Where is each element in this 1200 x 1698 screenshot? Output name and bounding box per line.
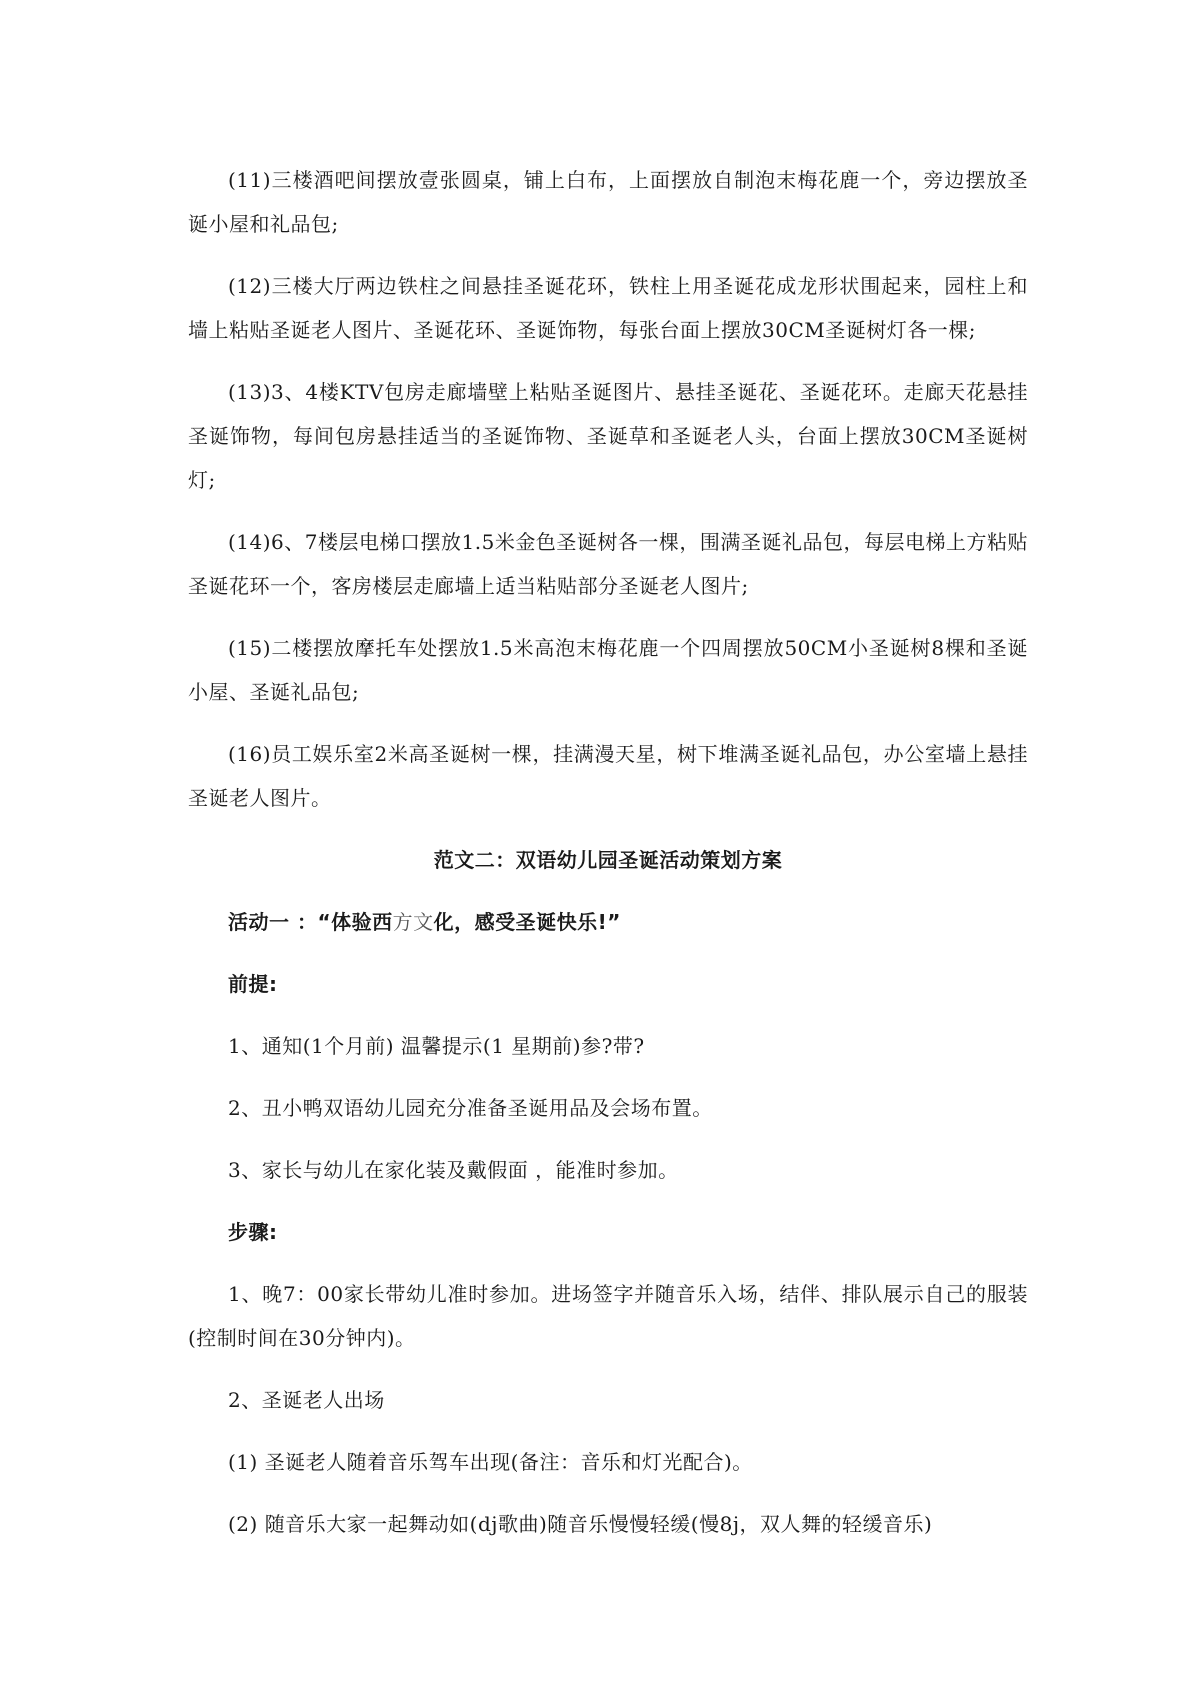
document-body [188, 158, 1028, 1564]
paragraph-14: (14)6、7楼层电梯口摆放1.5米金色圣诞树各一棵，围满圣诞礼品包，每层电梯上方粘贴圣诞花环一个，客房楼层走廊墙上适当粘贴部分圣诞老人图片; [188, 530, 1028, 598]
step-item-1: 1、晚7：00家长带幼儿准时参加。进场签字并随音乐入场，结伴、排队展示自己的服装(控制时间在30分钟内)。 [188, 1282, 1028, 1350]
step-item-2-1: (1) 圣诞老人随着音乐驾车出现(备注：音乐和灯光配合)。 [228, 1450, 753, 1474]
step-item-2: 2、圣诞老人出场 [228, 1388, 385, 1412]
paragraph-11: (11)三楼酒吧间摆放壹张圆桌，铺上白布，上面摆放自制泡末梅花鹿一个，旁边摆放圣诞小屋和礼品包; [188, 168, 1028, 236]
activity-heading-suffix: 化，感受圣诞快乐!” [433, 910, 621, 934]
paragraph-12: (12)三楼大厅两边铁柱之间悬挂圣诞花环，铁柱上用圣诞花成龙形状围起来，园柱上和墙上粘贴圣诞老人图片、圣诞花环、圣诞饰物，每张台面上摆放30CM圣诞树灯各一棵; [188, 274, 1028, 342]
section-title: 范文二：双语幼儿园圣诞活动策划方案 [433, 848, 783, 872]
paragraph-15: (15)二楼摆放摩托车处摆放1.5米高泡末梅花鹿一个四周摆放50CM小圣诞树8棵和圣诞小屋、圣诞礼品包; [188, 636, 1028, 704]
activity-heading [188, 900, 1028, 944]
paragraph-16: (16)员工娱乐室2米高圣诞树一棵，挂满漫天星，树下堆满圣诞礼品包，办公室墙上悬挂圣诞老人图片。 [188, 742, 1028, 810]
activity-heading-light: 方文 [392, 910, 434, 934]
premise-item-1: 1、通知(1个月前) 温馨提示(1 星期前)参?带? [228, 1034, 645, 1058]
step-item-2-2: (2) 随音乐大家一起舞动如(dj歌曲)随音乐慢慢轻缓(慢8j，双人舞的轻缓音乐) [228, 1512, 933, 1536]
premise-heading: 前提: [228, 972, 278, 996]
paragraph-13: (13)3、4楼KTV包房走廊墙壁上粘贴圣诞图片、悬挂圣诞花、圣诞花环。走廊天花悬挂圣诞饰物，每间包房悬挂适当的圣诞饰物、圣诞草和圣诞老人头，台面上摆放30CM圣诞树灯; [188, 380, 1028, 492]
premise-item-3: 3、家长与幼儿在家化装及戴假面 ，能准时参加。 [228, 1158, 679, 1182]
steps-heading: 步骤: [228, 1220, 278, 1244]
premise-item-2: 2、丑小鸭双语幼儿园充分准备圣诞用品及会场布置。 [228, 1096, 713, 1120]
activity-heading-prefix: 活动一 ：“体验西 [228, 910, 393, 934]
